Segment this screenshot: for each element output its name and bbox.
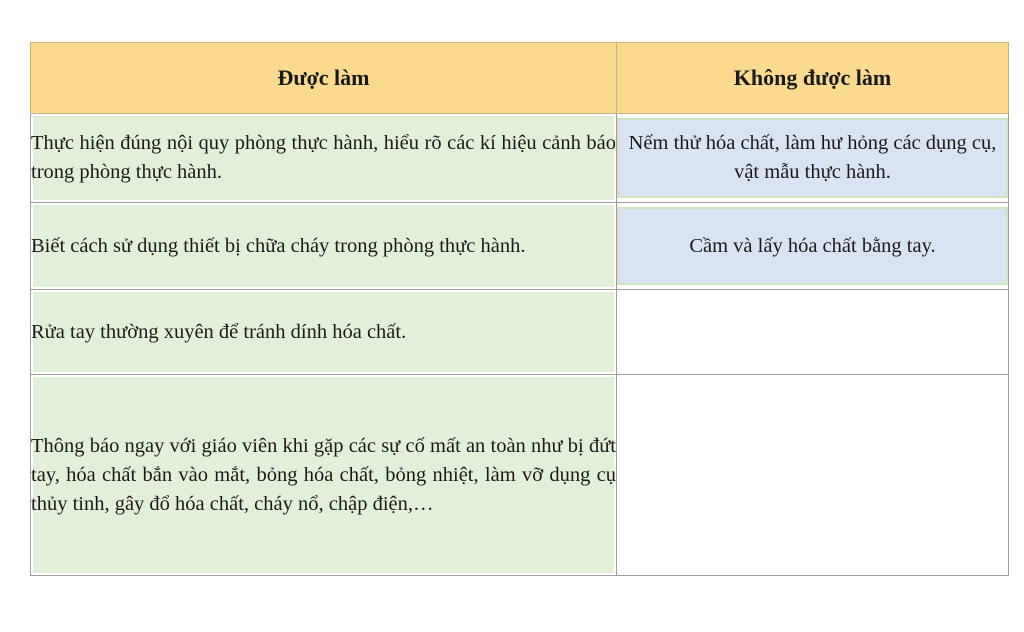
allowed-cell: Thực hiện đúng nội quy phòng thực hành, hiểu rõ các kí hiệu cảnh báo trong phòng thực hành. xyxy=(31,114,617,203)
forbidden-item-text: Nếm thử hóa chất, làm hư hỏng các dụng cụ, vật mẫu thực hành. xyxy=(628,132,997,183)
allowed-cell: Rửa tay thường xuyên để tránh dính hóa chất. xyxy=(31,290,617,375)
empty-forbidden-cell xyxy=(617,375,1009,576)
rules-table xyxy=(30,42,1009,576)
forbidden-item xyxy=(617,118,1008,198)
table-row xyxy=(31,203,1009,290)
table-row xyxy=(31,114,1009,203)
forbidden-cell xyxy=(617,114,1009,203)
allowed-cell: Thông báo ngay với giáo viên khi gặp các sự cố mất an toàn như bị đứt tay, hóa chất bắn vào mắt, bỏng hóa chất, bỏng nhiệt, làm vỡ dụng cụ thủy tinh, gây đổ hóa chất, cháy nổ, chập điện,… xyxy=(31,375,617,576)
header-row xyxy=(31,43,1009,114)
table-row xyxy=(31,375,1009,576)
forbidden-item-text: Cầm và lấy hóa chất bằng tay. xyxy=(689,234,936,257)
header-forbidden: Không được làm xyxy=(617,43,1009,114)
forbidden-cell xyxy=(617,203,1009,290)
table-row xyxy=(31,290,1009,375)
header-allowed: Được làm xyxy=(31,43,617,114)
forbidden-item xyxy=(617,207,1008,285)
allowed-cell: Biết cách sử dụng thiết bị chữa cháy trong phòng thực hành. xyxy=(31,203,617,290)
empty-forbidden-cell xyxy=(617,290,1009,375)
